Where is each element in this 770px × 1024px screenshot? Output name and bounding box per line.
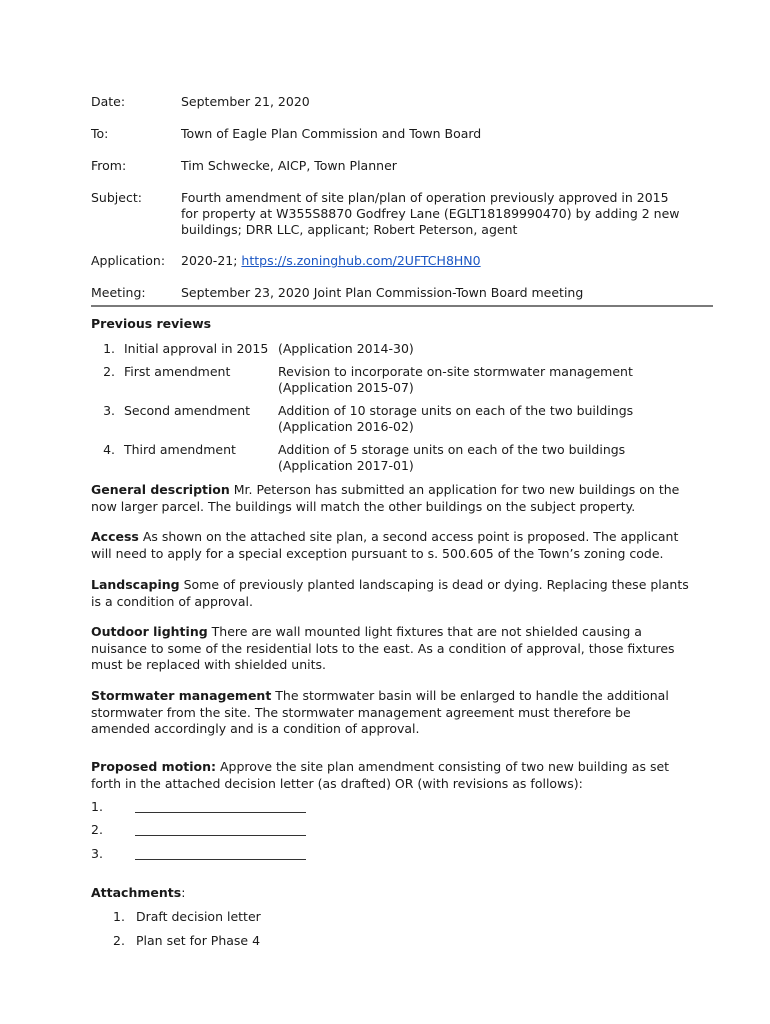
review-number: 3.	[103, 403, 115, 418]
attachments-title: Attachments	[91, 885, 182, 900]
review-label: First amendment	[124, 364, 231, 379]
review-description: Addition of 5 storage units on each of the two buildings (Application 2017-01)	[278, 442, 626, 473]
blank-underline	[135, 812, 306, 813]
to-label: To:	[91, 126, 109, 141]
access-section	[91, 529, 691, 562]
application-number: 2020-21;	[181, 253, 242, 268]
proposed-motion-section	[91, 759, 691, 792]
blank-number: 3.	[91, 846, 103, 861]
attachments-heading	[91, 885, 691, 902]
section-text: Some of previously planted landscaping is dead or dying. Replacing these plants is a condition of approval.	[91, 577, 689, 609]
application-value	[181, 253, 681, 269]
section-text: The stormwater basin will be enlarged to handle the additional stormwater from the site. The stormwater management agreement must therefore be amended accordingly and is a condition of approval.	[91, 688, 669, 736]
subject-label: Subject:	[91, 190, 142, 205]
review-description: Revision to incorporate on-site stormwater management (Application 2015-07)	[278, 364, 633, 395]
previous-reviews-heading: Previous reviews	[91, 316, 212, 331]
attachment-label: Draft decision letter	[136, 909, 261, 924]
review-description: (Application 2014-30)	[278, 341, 414, 356]
header-divider	[91, 305, 713, 307]
attachment-number: 2.	[113, 933, 125, 948]
review-number: 2.	[103, 364, 115, 379]
review-description: Addition of 10 storage units on each of the two buildings (Application 2016-02)	[278, 403, 634, 434]
review-number: 4.	[103, 442, 115, 457]
application-link[interactable]: https://s.zoninghub.com/2UFTCH8HN0	[241, 253, 481, 268]
section-text: As shown on the attached site plan, a second access point is proposed. The applicant will need to apply for a special exception pursuant to s. 500.605 of the Town’s zoning code.	[91, 529, 679, 561]
attachment-label: Plan set for Phase 4	[136, 933, 261, 948]
meeting-label: Meeting:	[91, 285, 146, 300]
date-value: September 21, 2020	[181, 94, 310, 109]
from-label: From:	[91, 158, 127, 173]
review-label: Second amendment	[124, 403, 251, 418]
attachments-colon: :	[181, 885, 186, 900]
review-label: Initial approval in 2015	[124, 341, 269, 356]
section-title: Landscaping	[91, 577, 180, 592]
blank-underline	[135, 835, 306, 836]
review-number: 1.	[103, 341, 115, 356]
date-label: Date:	[91, 94, 126, 109]
outdoor-lighting-section	[91, 624, 691, 674]
blank-number: 1.	[91, 799, 103, 814]
landscaping-section	[91, 577, 691, 610]
attachment-number: 1.	[113, 909, 125, 924]
section-title: Access	[91, 529, 139, 544]
meeting-value: September 23, 2020 Joint Plan Commission-Town Board meeting	[181, 285, 584, 300]
section-text: There are wall mounted light fixtures that are not shielded causing a nuisance to some of the residential lots to the east. As a condition of approval, those fixtures must be replaced with shielded units.	[91, 624, 675, 672]
application-label: Application:	[91, 253, 166, 268]
subject-value: Fourth amendment of site plan/plan of operation previously approved in 2015 for property at W355S8870 Godfrey Lane (EGLT18189990470) by adding 2 new buildings; DRR LLC, applicant; Robert Peterson, agent	[181, 190, 680, 237]
to-value: Town of Eagle Plan Commission and Town Board	[181, 126, 482, 141]
blank-underline	[135, 859, 306, 860]
section-title: Stormwater management	[91, 688, 272, 703]
section-title: Outdoor lighting	[91, 624, 208, 639]
stormwater-section	[91, 688, 691, 738]
blank-number: 2.	[91, 822, 103, 837]
section-title: Proposed motion:	[91, 759, 217, 774]
general-description-section	[91, 482, 691, 515]
section-text: Approve the site plan amendment consisting of two new building as set forth in the attached decision letter (as drafted) OR (with revisions as follows):	[91, 759, 670, 791]
review-label: Third amendment	[124, 442, 236, 457]
from-value: Tim Schwecke, AICP, Town Planner	[181, 158, 397, 173]
section-title: General description	[91, 482, 230, 497]
section-text: Mr. Peterson has submitted an application for two new buildings on the now larger parcel. The buildings will match the other buildings on the subject property.	[91, 482, 680, 514]
